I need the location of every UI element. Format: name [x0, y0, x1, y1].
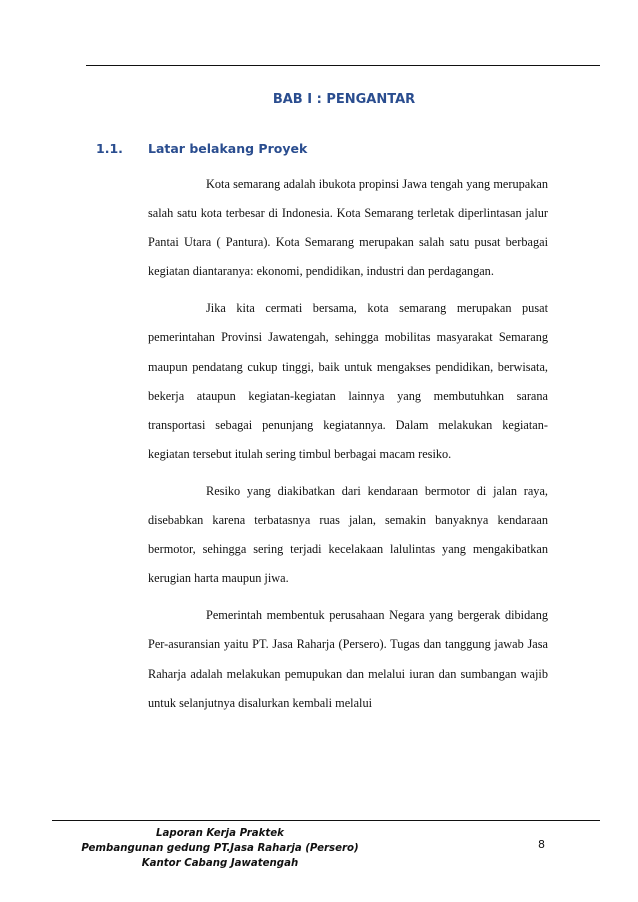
footer-block: [0, 826, 440, 871]
footer-report-title: Laporan Kerja Praktek: [156, 828, 284, 839]
paragraph: Jika kita cermati bersama, kota semarang merupakan pusat pemerintahan Provinsi Jawatengah, sehingga mobilitas masyarakat Semarang maupun pendatang cukup tinggi, baik untuk mengakses pendidikan, berwisata, bekerja ataupun kegiatan-kegiatan lainnya yang membutuhkan sarana transportasi sebagai penunjang kegiatannya. Dalam melakukan kegiatan-kegiatan tersebut itulah sering timbul berbagai macam resiko.: [148, 301, 548, 461]
footer-rule: [52, 820, 600, 821]
page-number: 8: [538, 838, 545, 851]
paragraph: Resiko yang diakibatkan dari kendaraan bermotor di jalan raya, disebabkan karena terbatasnya ruas jalan, semakin banyaknya kendaraan bermotor, sehingga sering terjadi kecelakaan lalulintas yang mengakibatkan kerugian harta maupun jiwa.: [148, 483, 548, 586]
body-text: [148, 170, 548, 726]
header-rule: [86, 65, 600, 66]
footer-project-name: Pembangunan gedung PT.Jasa Raharja (Persero): [81, 843, 359, 854]
section-title: Latar belakang Proyek: [148, 141, 308, 156]
paragraph: Kota semarang adalah ibukota propinsi Jawa tengah yang merupakan salah satu kota terbesar di Indonesia. Kota Semarang terletak diperlintasan jalur Pantai Utara ( Pantura). Kota Semarang merupakan salah satu pusat berbagai kegiatan diantaranya: ekonomi, pendidikan, industri dan perdagangan.: [148, 177, 548, 279]
paragraph: Pemerintah membentuk perusahaan Negara yang bergerak dibidang Per-asuransian yaitu PT. Jasa Raharja (Persero). Tugas dan tanggung jawab Jasa Raharja adalah melakukan pemupukan dan melalui iuran dan sumbangan wajib untuk selanjutnya disalurkan kembali melalui: [148, 608, 548, 710]
chapter-title: BAB I : PENGANTAR: [272, 92, 416, 107]
footer-office-name: Kantor Cabang Jawatengah: [141, 858, 299, 869]
section-number: 1.1.: [96, 141, 123, 156]
